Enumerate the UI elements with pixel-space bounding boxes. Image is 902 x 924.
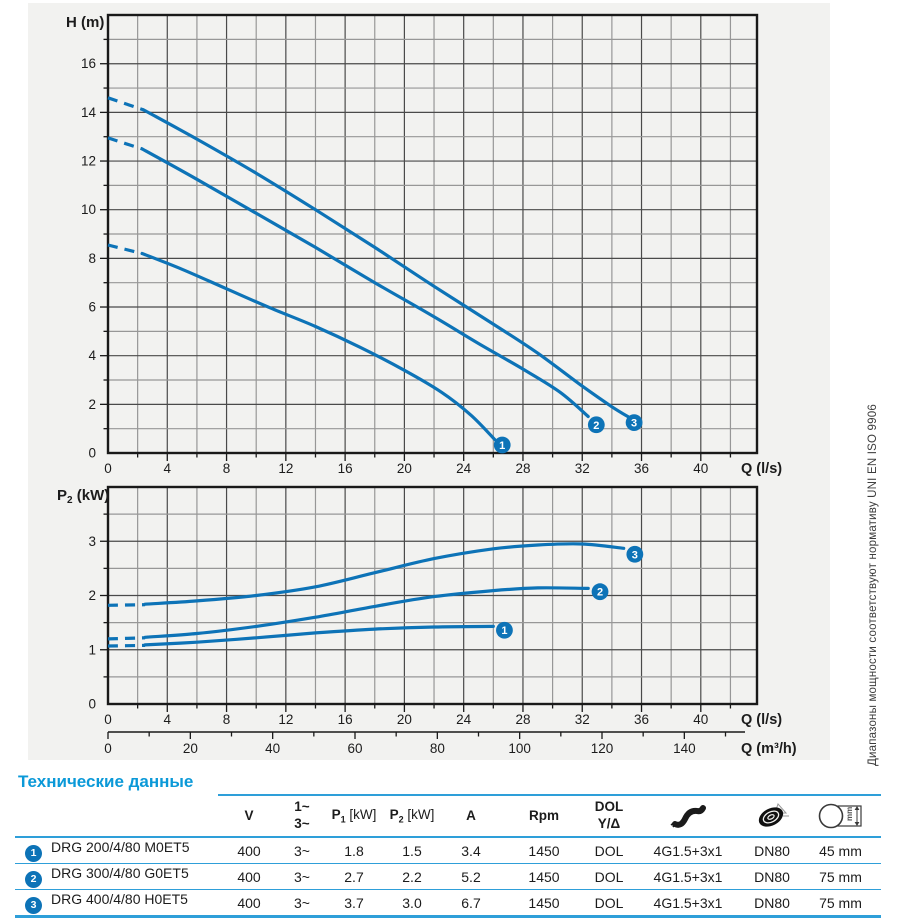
- svg-text:40: 40: [693, 461, 709, 476]
- svg-text:20: 20: [396, 712, 412, 727]
- col-header-phase: [280, 795, 324, 837]
- svg-text:6: 6: [88, 299, 96, 315]
- col-header-current: A: [440, 795, 502, 837]
- svg-text:36: 36: [634, 461, 650, 476]
- cell-model: [15, 837, 218, 864]
- cell-voltage: 400: [218, 890, 280, 917]
- impeller-icon: [752, 801, 792, 831]
- svg-text:8: 8: [222, 712, 231, 727]
- curve-dashed-segment: [108, 645, 145, 646]
- x-axis: [104, 454, 782, 477]
- svg-text:14: 14: [80, 104, 96, 120]
- col-header-p1: [324, 795, 384, 837]
- svg-text:0: 0: [104, 712, 112, 727]
- svg-text:3: 3: [631, 417, 638, 430]
- svg-text:12: 12: [80, 153, 96, 169]
- cell-p2: 1.5: [384, 837, 440, 864]
- svg-text:140: 140: [673, 741, 696, 756]
- curve-dashed-segment: [108, 98, 144, 110]
- cell-model: [15, 890, 218, 917]
- table-title: Технические данные: [18, 772, 194, 791]
- svg-text:0: 0: [104, 461, 112, 476]
- svg-text:24: 24: [456, 712, 472, 727]
- cell-passage: 75 mm: [800, 890, 881, 917]
- mm-unit-label: mm: [844, 806, 854, 821]
- svg-text:8: 8: [222, 461, 231, 476]
- curve-marker-3: [626, 546, 643, 563]
- svg-text:1: 1: [88, 642, 96, 658]
- technical-data-table: [15, 794, 881, 918]
- col-header-p2: [384, 795, 440, 837]
- col-header-free-passage: [800, 795, 881, 837]
- svg-text:28: 28: [515, 461, 531, 476]
- col-header-rpm: Rpm: [502, 795, 586, 837]
- svg-text:4: 4: [163, 712, 172, 727]
- cell-p1: 2.7: [324, 864, 384, 890]
- cable-icon: [669, 802, 707, 830]
- col-header-voltage: V: [218, 795, 280, 837]
- cell-starting: DOL: [586, 890, 632, 917]
- cell-cable: 4G1.5+3x1: [632, 864, 744, 890]
- iso-standard-note: Диапазоны мощности соответствуют нормативу UNI EN ISO 9906: [867, 404, 879, 766]
- p2-unit: [kW]: [403, 806, 435, 822]
- cell-starting: DOL: [586, 864, 632, 890]
- svg-text:2: 2: [88, 588, 96, 603]
- cell-dn: DN80: [744, 890, 800, 917]
- svg-text:3: 3: [88, 533, 96, 549]
- cell-p2: 2.2: [384, 864, 440, 890]
- cell-p2: 3.0: [384, 890, 440, 917]
- p2-symbol: P: [389, 806, 399, 822]
- cell-passage: 75 mm: [800, 864, 881, 890]
- svg-text:80: 80: [429, 741, 445, 756]
- cell-rpm: 1450: [502, 837, 586, 864]
- x-axis: [104, 705, 782, 728]
- col-header-impeller: [744, 795, 800, 837]
- curve-1: [108, 622, 513, 646]
- table-header-row: [15, 795, 881, 837]
- series-number-badge: 3: [25, 897, 42, 914]
- model-name: DRG 200/4/80 M0ET5: [51, 839, 190, 856]
- svg-text:P2 (kW): $P_2$ (kW): [57, 487, 110, 506]
- cell-voltage: 400: [218, 837, 280, 864]
- power-curves-chart: [57, 487, 797, 757]
- y-axis: [88, 514, 107, 711]
- col-header-cable: [632, 795, 744, 837]
- svg-text:32: 32: [574, 712, 590, 727]
- svg-text:Q (l/s): Q (l/s): [741, 712, 783, 728]
- cell-dn: DN80: [744, 837, 800, 864]
- cell-rpm: 1450: [502, 864, 586, 890]
- curve-marker-1: [494, 437, 511, 454]
- series-number-badge: 2: [25, 871, 42, 888]
- table-row: [15, 837, 881, 864]
- p2-subscript: 2: [398, 814, 404, 825]
- svg-text:40: 40: [693, 712, 709, 727]
- svg-text:16: 16: [337, 712, 353, 727]
- svg-text:120: 120: [590, 741, 614, 756]
- svg-text:0: 0: [88, 445, 96, 461]
- svg-text:16: 16: [80, 56, 96, 72]
- cell-starting: DOL: [586, 837, 632, 864]
- svg-text:60: 60: [347, 741, 363, 756]
- svg-text:0: 0: [104, 741, 112, 756]
- svg-text:10: 10: [80, 202, 96, 218]
- curve-dashed-segment: [108, 605, 145, 606]
- curve-2: [108, 138, 605, 433]
- phase-three-label: 3~: [294, 816, 310, 831]
- dol-label: DOL: [594, 799, 624, 815]
- svg-text:2: 2: [596, 586, 604, 599]
- curve-marker-2: [588, 416, 605, 433]
- svg-text:2: 2: [88, 396, 96, 412]
- p1-unit: [kW]: [345, 806, 377, 822]
- cell-phase: 3~: [280, 837, 324, 864]
- svg-text:4: 4: [163, 461, 172, 476]
- svg-text:28: 28: [515, 712, 531, 727]
- cell-voltage: 400: [218, 864, 280, 890]
- svg-text:20: 20: [182, 741, 198, 756]
- curve-solid-segment: [142, 254, 495, 440]
- cell-dn: DN80: [744, 864, 800, 890]
- cell-model: [15, 864, 218, 890]
- svg-text:2: 2: [593, 419, 600, 432]
- svg-text:16: 16: [337, 461, 353, 476]
- series-number-badge: 1: [25, 845, 42, 862]
- svg-text:H (m): H (m): [66, 14, 105, 31]
- svg-text:3: 3: [631, 549, 638, 562]
- svg-text:12: 12: [278, 461, 294, 476]
- cell-current: 6.7: [440, 890, 502, 917]
- cell-p1: 1.8: [324, 837, 384, 864]
- x2-axis-m3h: [104, 732, 797, 757]
- svg-text:32: 32: [574, 461, 590, 476]
- svg-text:100: 100: [508, 741, 531, 756]
- model-name: DRG 400/4/80 H0ET5: [51, 891, 188, 908]
- p1-subscript: 1: [340, 814, 346, 825]
- curve-marker-2: [592, 583, 609, 600]
- table-row: [15, 864, 881, 890]
- p1-symbol: P: [331, 806, 341, 822]
- svg-text:1: 1: [499, 439, 506, 452]
- svg-text:20: 20: [396, 461, 412, 476]
- svg-text:40: 40: [265, 741, 281, 756]
- curve-dashed-segment: [108, 138, 142, 149]
- svg-text:4: 4: [88, 348, 96, 364]
- cell-phase: 3~: [280, 890, 324, 917]
- curve-solid-segment: [144, 110, 630, 418]
- curve-1: [108, 245, 511, 453]
- y-axis: [81, 39, 107, 460]
- curve-marker-3: [626, 414, 643, 431]
- free-passage-diameter-icon: [817, 801, 865, 831]
- curve-dashed-segment: [108, 245, 142, 254]
- cell-rpm: 1450: [502, 890, 586, 917]
- svg-text:0: 0: [88, 696, 96, 712]
- svg-text:1: 1: [501, 625, 508, 638]
- cell-p1: 3.7: [324, 890, 384, 917]
- col-header-model: [15, 795, 218, 837]
- cell-passage: 45 mm: [800, 837, 881, 864]
- curve-marker-1: [496, 622, 513, 639]
- head-curves-chart: [66, 14, 782, 477]
- svg-text:24: 24: [456, 461, 472, 476]
- cell-cable: 4G1.5+3x1: [632, 890, 744, 917]
- model-name: DRG 300/4/80 G0ET5: [51, 865, 189, 882]
- col-header-starting: [586, 795, 632, 837]
- table-row: [15, 890, 881, 917]
- cell-phase: 3~: [280, 864, 324, 890]
- cell-cable: 4G1.5+3x1: [632, 837, 744, 864]
- curve-dashed-segment: [108, 638, 145, 639]
- cell-current: 5.2: [440, 864, 502, 890]
- svg-text:8: 8: [88, 250, 96, 266]
- svg-text:Q (m³/h): Q (m³/h): [741, 741, 797, 757]
- cell-current: 3.4: [440, 837, 502, 864]
- svg-text:12: 12: [278, 712, 294, 727]
- svg-text:36: 36: [634, 712, 650, 727]
- svg-text:Q (l/s): Q (l/s): [741, 461, 783, 477]
- star-delta-label: Y/Δ: [597, 816, 621, 831]
- phase-single-label: 1~: [294, 799, 310, 815]
